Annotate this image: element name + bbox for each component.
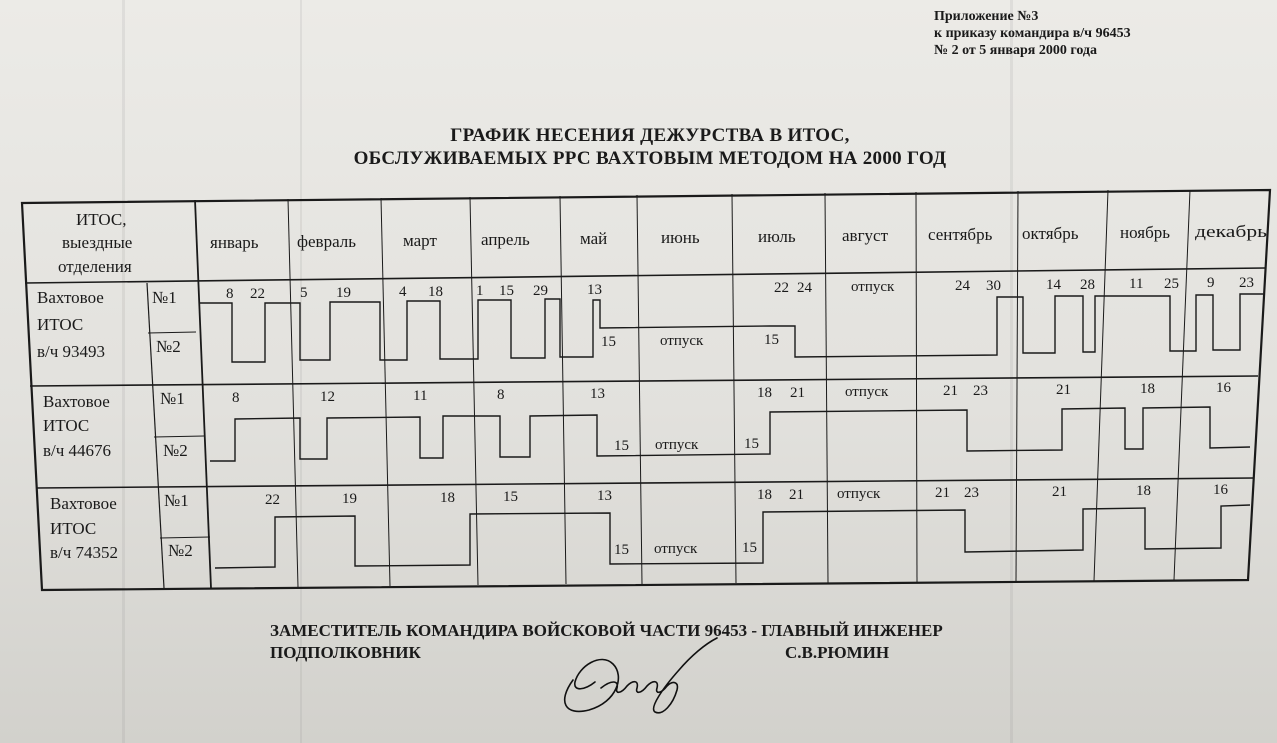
schedule-date: 8 <box>232 390 240 406</box>
schedule-date: 4 <box>399 284 407 300</box>
signatory-position: ЗАМЕСТИТЕЛЬ КОМАНДИРА ВОЙСКОВОЙ ЧАСТИ 96453 - ГЛАВНЫЙ ИНЖЕНЕР <box>270 621 943 640</box>
schedule-date: 8 <box>497 387 505 403</box>
schedule-date: 24 <box>797 280 812 296</box>
schedule-date: 14 <box>1046 277 1061 293</box>
signatory-rank: ПОДПОЛКОВНИК <box>270 643 421 662</box>
schedule-date: 18 <box>440 490 455 506</box>
schedule-date: 18 <box>1140 381 1155 397</box>
schedule-date: 23 <box>973 383 988 399</box>
month-header: ноябрь <box>1120 223 1170 242</box>
schedule-date: 21 <box>789 487 804 503</box>
title-line-2: ОБСЛУЖИВАЕМЫХ РРС ВАХТОВЫМ МЕТОДОМ НА 2000 ГОД <box>353 148 947 169</box>
group-name-line: Вахтовое <box>50 494 117 513</box>
schedule-date: 15 <box>614 438 629 454</box>
schedule-date: 15 <box>742 540 757 556</box>
schedule-date: 18 <box>757 385 772 401</box>
schedule-date: 11 <box>413 388 428 404</box>
schedule-date: 29 <box>533 283 548 299</box>
appendix-line-1: Приложение №3 <box>934 9 1039 24</box>
schedule-date: 13 <box>587 282 602 298</box>
schedule-date: 15 <box>764 332 779 348</box>
schedule-date: 22 <box>774 280 789 296</box>
group-name-line: в/ч 44676 <box>43 441 112 460</box>
schedule-date: 18 <box>757 487 772 503</box>
signatory-name: С.В.РЮМИН <box>785 643 890 662</box>
schedule-date: 15 <box>614 542 629 558</box>
schedule-date: 18 <box>1136 483 1151 499</box>
vacation-label: отпуск <box>851 279 895 295</box>
schedule-date: 21 <box>790 385 805 401</box>
month-header: август <box>842 226 889 245</box>
schedule-date: 19 <box>336 285 351 301</box>
header-unit-label-3: отделения <box>58 257 132 276</box>
schedule-date: 9 <box>1207 275 1215 291</box>
schedule-date: 30 <box>986 278 1001 294</box>
group-name-line: ИТОС <box>43 416 90 435</box>
schedule-date: 15 <box>601 334 616 350</box>
month-header: январь <box>210 233 259 252</box>
appendix-line-3: № 2 от 5 января 2000 года <box>934 43 1098 58</box>
month-header: апрель <box>481 230 530 249</box>
group-name-line: Вахтовое <box>43 392 110 411</box>
schedule-waveforms <box>200 294 1263 568</box>
vacation-label: отпуск <box>654 541 698 557</box>
schedule-date: 16 <box>1213 482 1228 498</box>
schedule-date: 12 <box>320 389 335 405</box>
schedule-date: 23 <box>1239 275 1254 291</box>
schedule-date: 15 <box>499 283 514 299</box>
group-name-line: в/ч 93493 <box>37 342 106 361</box>
schedule-date: 13 <box>590 386 605 402</box>
schedule-date: 21 <box>943 383 958 399</box>
schedule-date: 1 <box>476 283 484 299</box>
schedule-date: 24 <box>955 278 970 294</box>
shift-number: №2 <box>156 337 181 356</box>
shift-number: №1 <box>160 389 185 408</box>
schedule-date: 8 <box>226 286 234 302</box>
schedule-date: 28 <box>1080 277 1095 293</box>
schedule-date: 21 <box>1056 382 1071 398</box>
appendix-line-2: к приказу командира в/ч 96453 <box>934 26 1131 41</box>
schedule-date: 5 <box>300 285 308 301</box>
schedule-date: 23 <box>964 485 979 501</box>
header-unit-label-2: выездные <box>62 233 133 252</box>
group-name-line: Вахтовое <box>37 288 104 307</box>
handwritten-signature <box>555 632 725 717</box>
month-header: май <box>580 229 608 248</box>
shift-number: №2 <box>163 441 188 460</box>
schedule-date: 21 <box>1052 484 1067 500</box>
vacation-label: отпуск <box>660 333 704 349</box>
schedule-date: 11 <box>1129 276 1144 292</box>
schedule-date: 18 <box>428 284 443 300</box>
schedule-date: 15 <box>744 436 759 452</box>
month-header: октябрь <box>1022 224 1079 243</box>
vacation-label: отпуск <box>845 384 889 400</box>
shift-number: №1 <box>152 288 177 307</box>
month-header: сентябрь <box>928 225 993 244</box>
title-line-1: ГРАФИК НЕСЕНИЯ ДЕЖУРСТВА В ИТОС, <box>450 125 850 146</box>
group-name-line: ИТОС <box>50 519 97 538</box>
vacation-label: отпуск <box>655 437 699 453</box>
vacation-label: отпуск <box>837 486 881 502</box>
schedule-date: 19 <box>342 491 357 507</box>
schedule-date: 21 <box>935 485 950 501</box>
shift-number: №1 <box>164 491 189 510</box>
month-header: февраль <box>297 232 357 251</box>
schedule-date: 16 <box>1216 380 1231 396</box>
schedule-date: 25 <box>1164 276 1179 292</box>
schedule-wave-group-2 <box>210 407 1250 461</box>
group-name-line: в/ч 74352 <box>50 543 119 562</box>
shift-number: №2 <box>168 541 193 560</box>
month-header: март <box>403 231 437 250</box>
schedule-date: 13 <box>597 488 612 504</box>
month-header: декабрь <box>1195 222 1268 241</box>
schedule-date: 22 <box>265 492 280 508</box>
header-unit-label-1: ИТОС, <box>76 210 127 229</box>
schedule-date: 22 <box>250 286 265 302</box>
group-name-line: ИТОС <box>37 315 84 334</box>
month-header: июль <box>758 227 796 246</box>
schedule-date: 15 <box>503 489 518 505</box>
month-header: июнь <box>661 228 700 247</box>
